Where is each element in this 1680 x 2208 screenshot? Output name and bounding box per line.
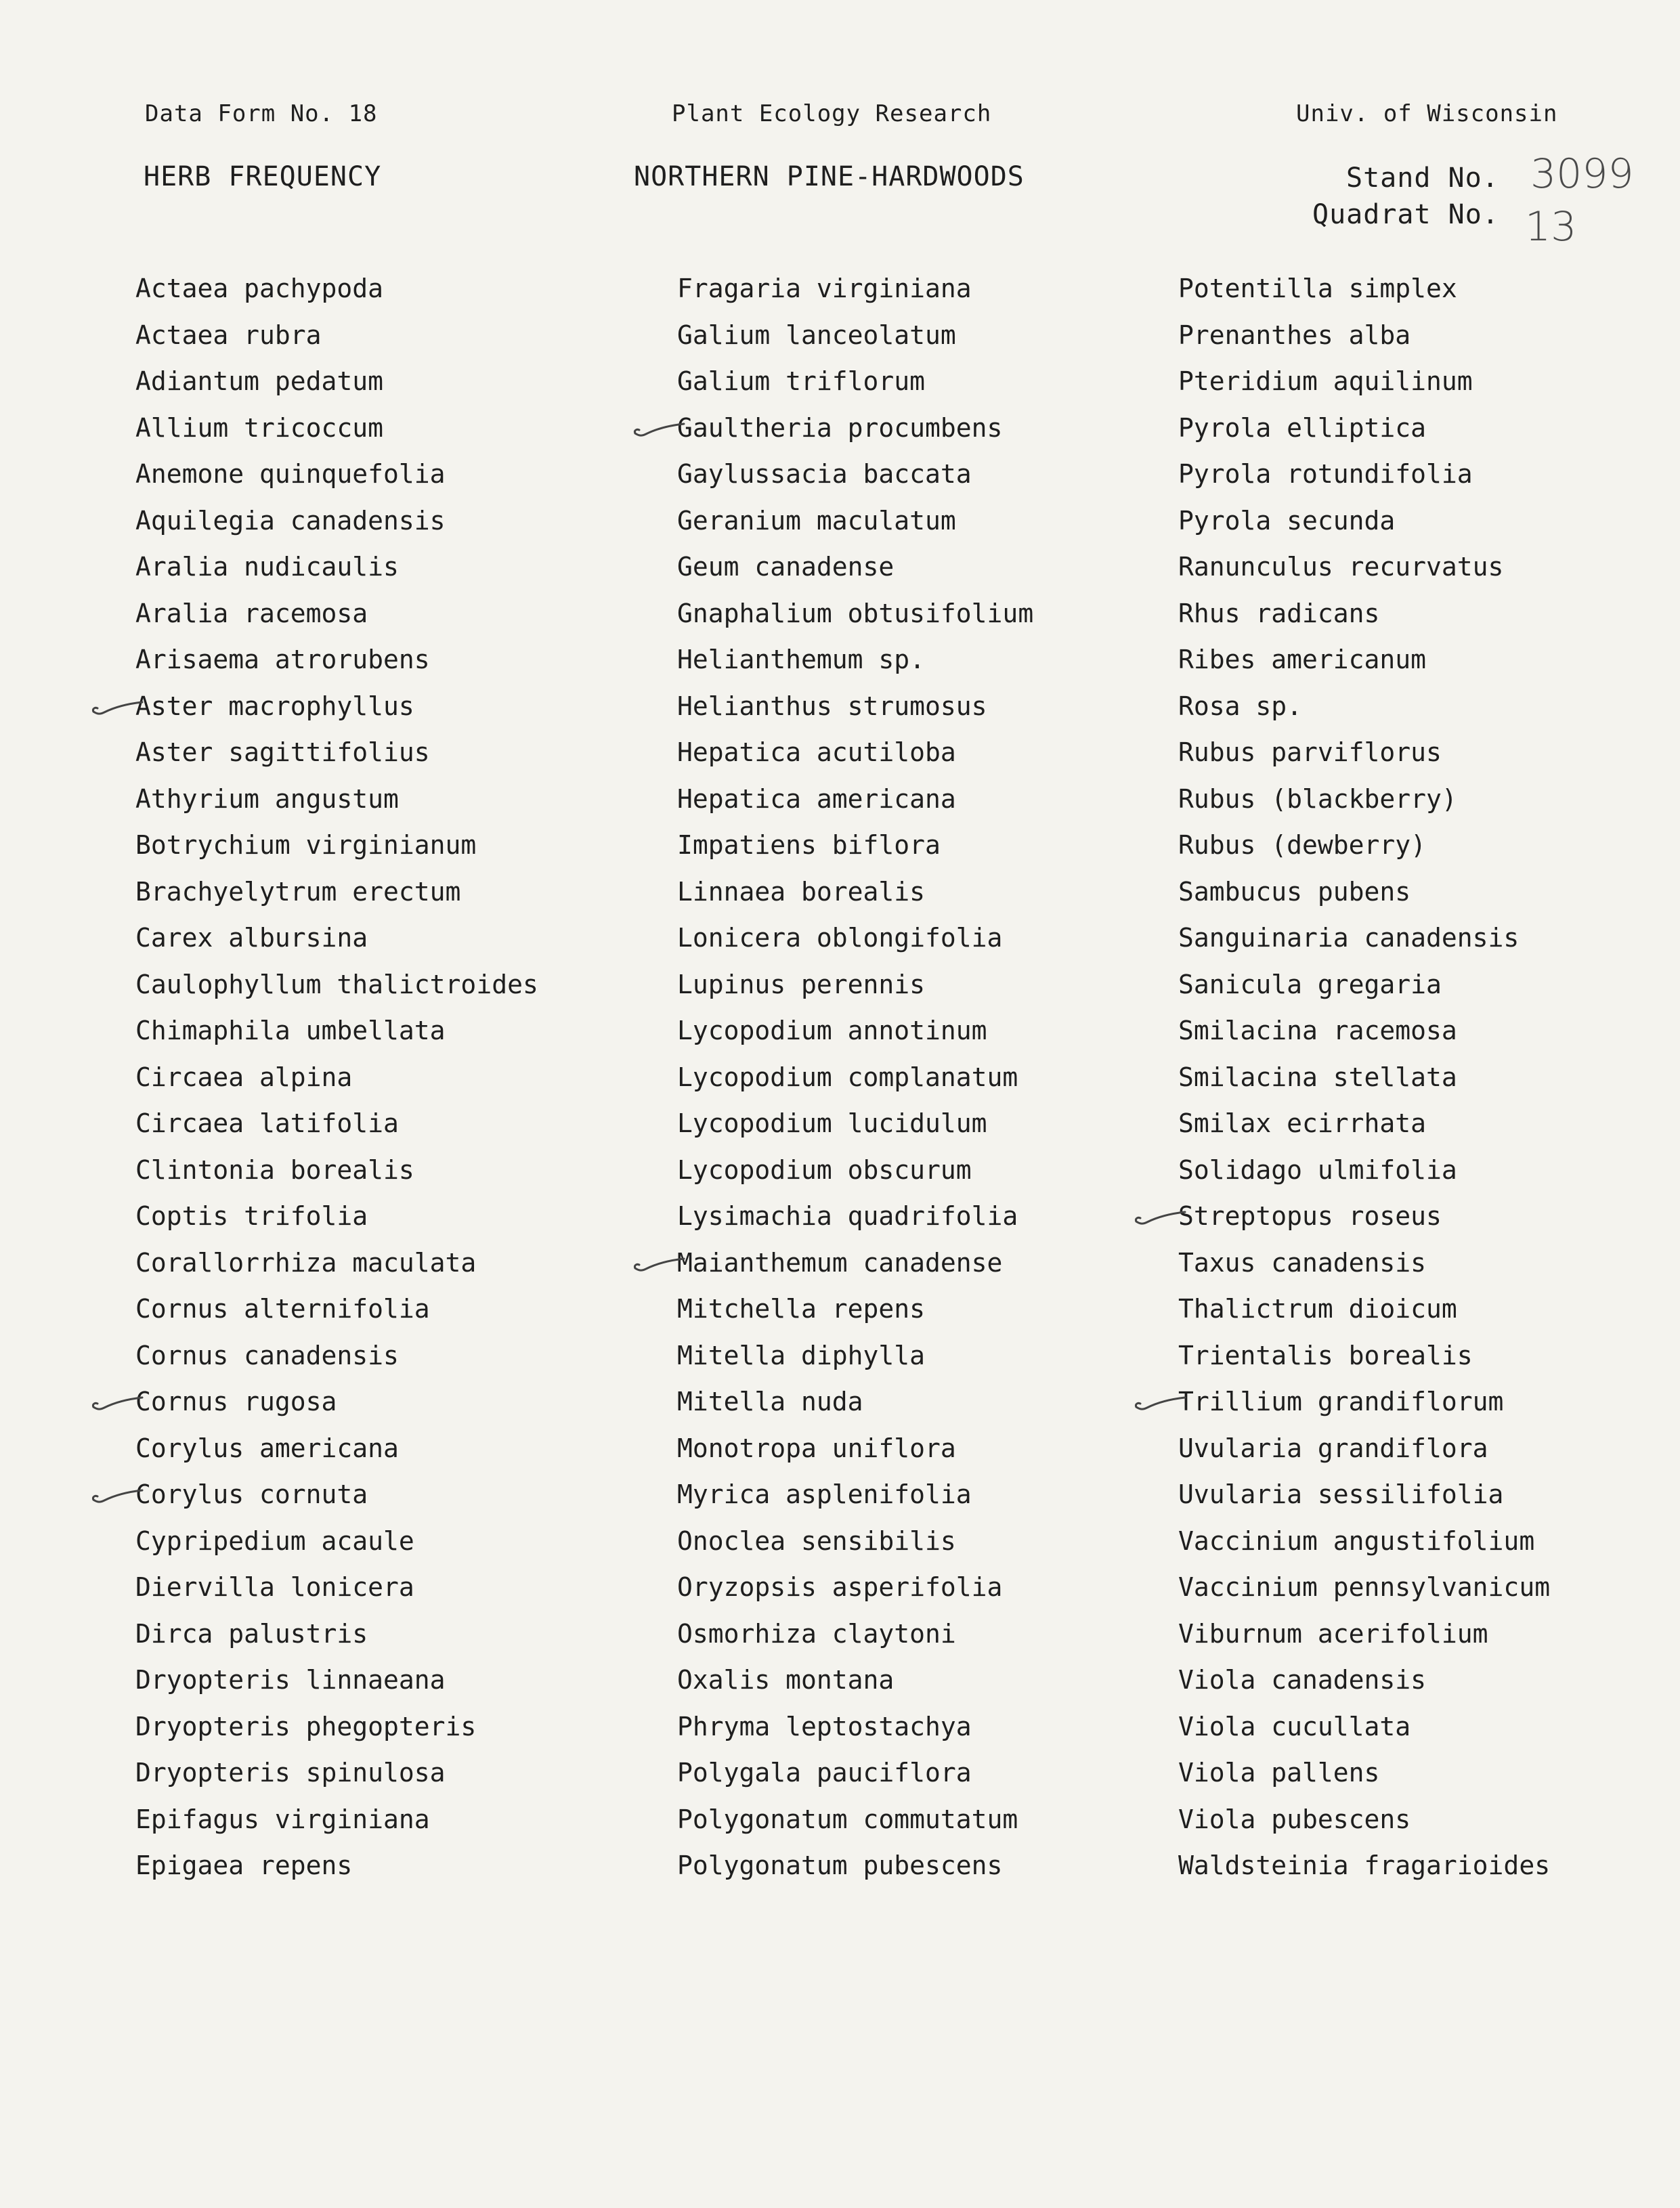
species-name: Rubus (dewberry) — [1178, 830, 1427, 860]
species-name: Rubus parviflorus — [1178, 737, 1442, 767]
department-name: Plant Ecology Research — [672, 100, 992, 127]
species-item — [1178, 1611, 1652, 1658]
species-item — [1178, 498, 1652, 544]
species-item — [135, 1842, 609, 1889]
species-name: Clintonia borealis — [135, 1154, 414, 1185]
species-name: Sanguinaria canadensis — [1178, 923, 1520, 953]
species-item — [135, 1333, 609, 1379]
species-column-2 — [677, 265, 1151, 1889]
species-item — [135, 544, 609, 590]
species-item — [135, 1611, 609, 1658]
species-item — [135, 1796, 609, 1843]
species-name: Prenanthes alba — [1178, 320, 1411, 350]
species-name: Lonicera oblongifolia — [677, 923, 1003, 953]
species-name: Polygala pauciflora — [677, 1758, 972, 1788]
species-name: Lupinus perennis — [677, 969, 926, 999]
species-name: Helianthemum sp. — [677, 645, 926, 674]
species-item — [1178, 1518, 1652, 1565]
species-name: Viola cucullata — [1178, 1711, 1411, 1741]
species-item — [677, 1564, 1151, 1611]
species-item — [135, 915, 609, 961]
species-item — [1178, 358, 1652, 405]
species-name: Allium tricoccum — [135, 412, 384, 443]
species-name: Aster macrophyllus — [135, 691, 414, 721]
species-name: Circaea alpina — [135, 1062, 353, 1092]
species-name: Galium lanceolatum — [677, 320, 956, 350]
species-name: Sambucus pubens — [1178, 876, 1411, 907]
species-item — [1178, 1796, 1652, 1843]
species-item — [135, 312, 609, 359]
species-name: Onoclea sensibilis — [677, 1525, 956, 1556]
species-name: Actaea rubra — [135, 320, 322, 350]
species-name: Viola pubescens — [1178, 1804, 1411, 1834]
species-name: Hepatica acutiloba — [677, 737, 956, 767]
species-name: Lycopodium obscurum — [677, 1154, 972, 1185]
species-item — [677, 1842, 1151, 1889]
species-item — [1178, 1842, 1652, 1889]
species-name: Aralia nudicaulis — [135, 552, 399, 582]
species-item — [135, 1240, 609, 1286]
species-name: Monotropa uniflora — [677, 1433, 956, 1463]
species-name: Polygonatum pubescens — [677, 1850, 1003, 1880]
species-name: Impatiens biflora — [677, 830, 941, 860]
species-name: Geranium maculatum — [677, 505, 956, 536]
species-name: Pteridium aquilinum — [1178, 366, 1473, 396]
species-item — [677, 451, 1151, 498]
species-item — [677, 1147, 1151, 1194]
species-item — [135, 1471, 609, 1518]
species-item — [1178, 1379, 1652, 1425]
species-name: Rosa sp. — [1178, 691, 1303, 721]
species-item — [1178, 1054, 1652, 1101]
species-name: Circaea latifolia — [135, 1108, 399, 1138]
species-item — [1178, 1750, 1652, 1796]
check-tick-icon — [632, 1255, 685, 1272]
stand-label: Stand No. — [1346, 163, 1499, 194]
species-item — [677, 915, 1151, 961]
species-item — [677, 1008, 1151, 1054]
species-item — [677, 1333, 1151, 1379]
species-item — [135, 1425, 609, 1472]
form-number: Data Form No. 18 — [145, 100, 378, 127]
species-item — [135, 822, 609, 869]
species-item — [1178, 1147, 1652, 1194]
species-name: Corallorrhiza maculata — [135, 1247, 477, 1278]
species-name: Vaccinium angustifolium — [1178, 1525, 1535, 1556]
species-name: Helianthus strumosus — [677, 691, 987, 721]
species-name: Cypripedium acaule — [135, 1525, 414, 1556]
species-item — [677, 1657, 1151, 1704]
quadrat-number: 13 — [1525, 203, 1577, 251]
species-item — [677, 1379, 1151, 1425]
species-name: Oryzopsis asperifolia — [677, 1572, 1003, 1602]
species-item — [135, 1564, 609, 1611]
species-name: Polygonatum commutatum — [677, 1804, 1018, 1834]
species-item — [1178, 822, 1652, 869]
species-item — [677, 869, 1151, 915]
species-name: Uvularia grandiflora — [1178, 1433, 1488, 1463]
species-name: Diervilla lonicera — [135, 1572, 414, 1602]
species-column-1 — [135, 265, 609, 1889]
species-name: Mitella diphylla — [677, 1340, 926, 1370]
species-item — [677, 1704, 1151, 1750]
species-name: Uvularia sessilifolia — [1178, 1479, 1504, 1509]
species-name: Corylus cornuta — [135, 1479, 368, 1509]
species-name: Smilacina racemosa — [1178, 1016, 1457, 1045]
quadrat-label: Quadrat No. — [1312, 199, 1499, 230]
species-item — [677, 1796, 1151, 1843]
species-item — [1178, 265, 1652, 312]
species-name: Hepatica americana — [677, 783, 956, 814]
species-item — [677, 1611, 1151, 1658]
species-item — [135, 683, 609, 730]
species-name: Smilax ecirrhata — [1178, 1108, 1427, 1138]
species-item — [135, 1100, 609, 1147]
check-tick-icon — [91, 1393, 144, 1411]
species-item — [677, 683, 1151, 730]
check-tick-icon — [632, 420, 685, 437]
species-item — [1178, 1564, 1652, 1611]
species-name: Streptopus roseus — [1178, 1201, 1442, 1231]
species-name: Caulophyllum thalictroides — [135, 969, 538, 999]
species-name: Mitella nuda — [677, 1387, 863, 1416]
species-item — [1178, 544, 1652, 590]
species-item — [135, 1704, 609, 1750]
species-name: Trillium grandiflorum — [1178, 1387, 1504, 1416]
species-item — [1178, 590, 1652, 637]
species-item — [1178, 1333, 1652, 1379]
species-name: Potentilla simplex — [1178, 274, 1457, 303]
species-name: Epifagus virginiana — [135, 1804, 430, 1834]
species-item — [1178, 776, 1652, 823]
species-item — [135, 1286, 609, 1333]
species-item — [677, 1750, 1151, 1796]
species-item — [135, 451, 609, 498]
species-name: Gnaphalium obtusifolium — [677, 598, 1034, 628]
species-name: Corylus americana — [135, 1433, 399, 1463]
species-item — [677, 961, 1151, 1008]
species-item — [135, 1147, 609, 1194]
species-name: Vaccinium pennsylvanicum — [1178, 1572, 1551, 1602]
species-name: Lycopodium annotinum — [677, 1016, 987, 1045]
species-item — [135, 358, 609, 405]
species-item — [1178, 1100, 1652, 1147]
species-item — [135, 636, 609, 683]
form-title: HERB FREQUENCY — [144, 161, 382, 192]
species-name: Galium triflorum — [677, 366, 926, 396]
species-item — [135, 1518, 609, 1565]
stand-number: 3099 — [1530, 150, 1634, 198]
species-name: Phryma leptostachya — [677, 1711, 972, 1741]
species-item — [1178, 869, 1652, 915]
species-item — [135, 776, 609, 823]
species-name: Sanicula gregaria — [1178, 969, 1442, 999]
check-tick-icon — [1134, 1208, 1186, 1226]
species-name: Pyrola elliptica — [1178, 412, 1427, 443]
species-name: Rhus radicans — [1178, 598, 1380, 628]
species-item — [1178, 312, 1652, 359]
community-title: NORTHERN PINE-HARDWOODS — [634, 161, 1025, 192]
species-item — [1178, 405, 1652, 452]
species-item — [135, 961, 609, 1008]
species-item — [677, 822, 1151, 869]
species-item — [135, 590, 609, 637]
species-name: Brachyelytrum erectum — [135, 876, 461, 907]
species-item — [677, 1240, 1151, 1286]
species-item — [677, 636, 1151, 683]
species-item — [677, 405, 1151, 452]
species-item — [135, 1008, 609, 1054]
species-name: Athyrium angustum — [135, 783, 399, 814]
species-name: Taxus canadensis — [1178, 1247, 1427, 1278]
species-name: Geum canadense — [677, 552, 895, 582]
species-item — [677, 1100, 1151, 1147]
species-item — [677, 265, 1151, 312]
species-name: Dirca palustris — [135, 1618, 368, 1649]
species-item — [1178, 451, 1652, 498]
species-item — [1178, 729, 1652, 776]
species-name: Actaea pachypoda — [135, 274, 384, 303]
check-tick-icon — [1134, 1393, 1186, 1411]
species-name: Aquilegia canadensis — [135, 505, 446, 536]
species-item — [135, 1379, 609, 1425]
species-name: Fragaria virginiana — [677, 274, 972, 303]
species-name: Oxalis montana — [677, 1665, 895, 1695]
species-name: Cornus alternifolia — [135, 1294, 430, 1324]
species-item — [1178, 1425, 1652, 1472]
species-item — [135, 869, 609, 915]
species-name: Viburnum acerifolium — [1178, 1618, 1488, 1649]
species-item — [677, 1193, 1151, 1240]
species-name: Viola canadensis — [1178, 1665, 1427, 1695]
check-tick-icon — [91, 698, 144, 716]
species-item — [135, 1193, 609, 1240]
species-name: Trientalis borealis — [1178, 1340, 1473, 1370]
species-name: Ranunculus recurvatus — [1178, 552, 1504, 582]
species-item — [677, 1518, 1151, 1565]
species-name: Mitchella repens — [677, 1294, 926, 1324]
species-name: Waldsteinia fragarioides — [1178, 1850, 1551, 1880]
species-name: Carex albursina — [135, 923, 368, 953]
species-item — [1178, 1704, 1652, 1750]
species-item — [677, 729, 1151, 776]
species-name: Ribes americanum — [1178, 645, 1427, 674]
species-item — [1178, 683, 1652, 730]
species-name: Chimaphila umbellata — [135, 1016, 446, 1045]
species-item — [135, 1657, 609, 1704]
species-item — [1178, 1657, 1652, 1704]
species-name: Aralia racemosa — [135, 598, 368, 628]
species-name: Gaultheria procumbens — [677, 412, 1003, 443]
species-item — [135, 729, 609, 776]
species-name: Myrica asplenifolia — [677, 1479, 972, 1509]
species-name: Solidago ulmifolia — [1178, 1154, 1457, 1185]
species-name: Coptis trifolia — [135, 1201, 368, 1231]
species-name: Osmorhiza claytoni — [677, 1618, 956, 1649]
species-name: Linnaea borealis — [677, 876, 926, 907]
species-name: Lycopodium complanatum — [677, 1062, 1018, 1092]
species-name: Rubus (blackberry) — [1178, 783, 1457, 814]
species-item — [1178, 1193, 1652, 1240]
species-item — [1178, 1471, 1652, 1518]
species-item — [135, 1054, 609, 1101]
species-column-3 — [1178, 265, 1652, 1889]
species-name: Arisaema atrorubens — [135, 645, 430, 674]
species-item — [677, 358, 1151, 405]
species-name: Viola pallens — [1178, 1758, 1380, 1788]
species-item — [1178, 636, 1652, 683]
species-name: Lycopodium lucidulum — [677, 1108, 987, 1138]
species-item — [677, 498, 1151, 544]
species-name: Thalictrum dioicum — [1178, 1294, 1457, 1324]
species-name: Pyrola rotundifolia — [1178, 459, 1473, 489]
species-name: Smilacina stellata — [1178, 1062, 1457, 1092]
species-name: Cornus rugosa — [135, 1387, 337, 1416]
institution-name: Univ. of Wisconsin — [1296, 100, 1558, 127]
species-name: Gaylussacia baccata — [677, 459, 972, 489]
species-item — [1178, 915, 1652, 961]
species-item — [135, 405, 609, 452]
species-item — [1178, 1008, 1652, 1054]
species-item — [677, 544, 1151, 590]
species-item — [677, 1471, 1151, 1518]
species-item — [135, 265, 609, 312]
species-item — [677, 1425, 1151, 1472]
species-item — [677, 1286, 1151, 1333]
check-tick-icon — [91, 1486, 144, 1504]
species-name: Adiantum pedatum — [135, 366, 384, 396]
species-name: Maianthemum canadense — [677, 1247, 1003, 1278]
species-item — [677, 312, 1151, 359]
species-name: Aster sagittifolius — [135, 737, 430, 767]
species-item — [1178, 1286, 1652, 1333]
species-name: Dryopteris phegopteris — [135, 1711, 477, 1741]
species-name: Pyrola secunda — [1178, 505, 1396, 536]
species-item — [677, 776, 1151, 823]
species-name: Dryopteris linnaeana — [135, 1665, 446, 1695]
species-name: Anemone quinquefolia — [135, 459, 446, 489]
species-item — [135, 1750, 609, 1796]
species-name: Cornus canadensis — [135, 1340, 399, 1370]
species-item — [677, 590, 1151, 637]
species-name: Botrychium virginianum — [135, 830, 477, 860]
species-item — [1178, 1240, 1652, 1286]
species-item — [1178, 961, 1652, 1008]
species-name: Lysimachia quadrifolia — [677, 1201, 1018, 1231]
species-name: Dryopteris spinulosa — [135, 1758, 446, 1788]
species-name: Epigaea repens — [135, 1850, 353, 1880]
species-item — [677, 1054, 1151, 1101]
species-item — [135, 498, 609, 544]
